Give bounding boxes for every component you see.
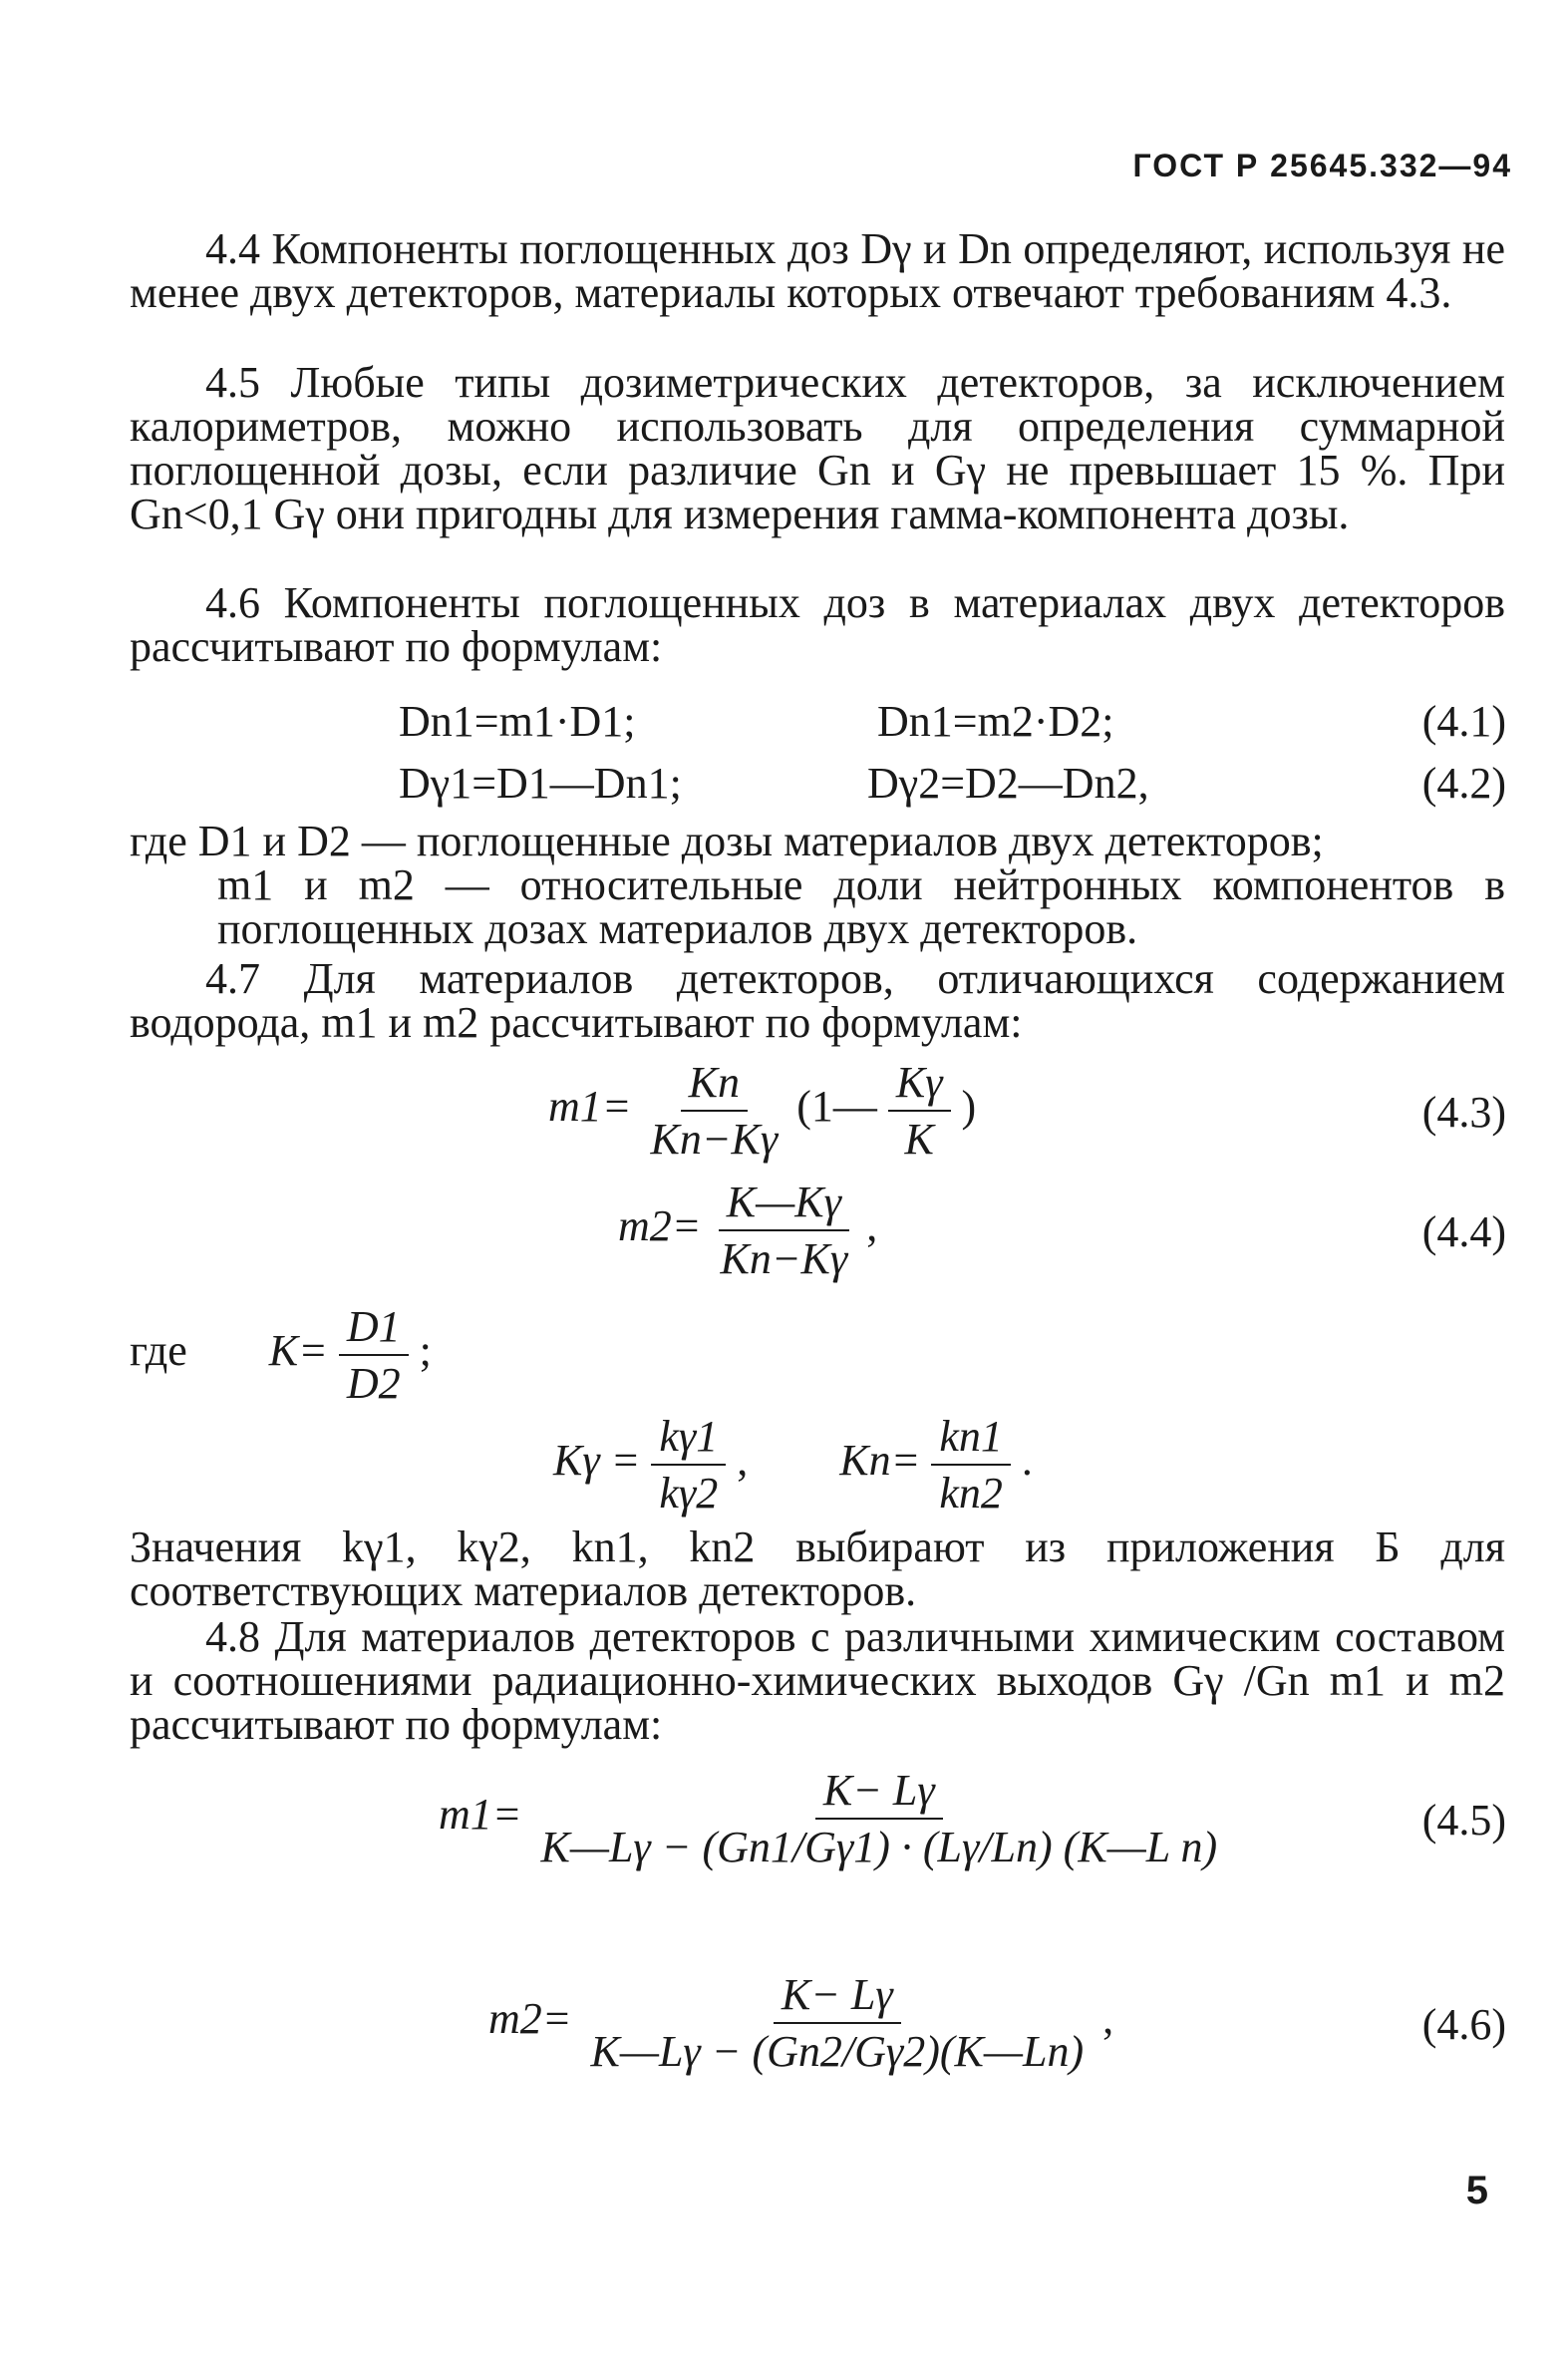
fraction-m2-full xyxy=(582,1969,1092,2077)
k-lhs: K= xyxy=(268,1326,328,1376)
values-note xyxy=(130,1522,1505,1615)
where-block-1 xyxy=(130,817,1505,953)
fraction-kn-over-diff xyxy=(642,1057,785,1165)
paragraph-4-7: 4.7 Для материалов детекторов, отличающихся содержанием водорода, m1 и m2 рассчитывают по формулам: xyxy=(130,954,1505,1047)
where-word: где xyxy=(130,1326,187,1376)
equation-4-4-lhs: m2= xyxy=(618,1201,702,1251)
page-number: 5 xyxy=(1465,2169,1488,2212)
kdefs-separator: , xyxy=(737,1436,749,1486)
equation-4-6 xyxy=(488,1969,1113,2077)
equation-number-4-2: (4.2) xyxy=(1421,759,1506,808)
equation-number-4-5: (4.5) xyxy=(1421,1796,1506,1845)
kn-lhs: Kn= xyxy=(839,1436,921,1486)
fraction-kgamma xyxy=(651,1411,726,1519)
equation-4-3 xyxy=(548,1057,976,1165)
fraction-numerator: K− Lγ xyxy=(774,1969,901,2024)
fraction-denominator: K xyxy=(904,1115,934,1164)
fraction-numerator: Kn xyxy=(681,1057,748,1112)
equation-4-3-end: ) xyxy=(961,1082,977,1132)
section-4-7 xyxy=(130,954,1505,1047)
fraction-m2 xyxy=(712,1177,855,1284)
paragraph-values: Значения kγ1, kγ2, kn1, kn2 выбирают из приложения Б для соответствующих материалов детекторов. xyxy=(130,1522,1505,1615)
paragraph-4-8: 4.8 Для материалов детекторов с различными химическим составом и соотношениями радиационно-химических выходов Gγ /Gn m1 и m2 рассчитывают по формулам: xyxy=(130,1612,1505,1749)
equation-4-4-end: , xyxy=(866,1201,878,1251)
fraction-kg-over-k xyxy=(888,1057,951,1165)
fraction-numerator: kn1 xyxy=(931,1411,1011,1466)
fraction-d1-over-d2 xyxy=(339,1301,409,1409)
k-gamma-kn-definitions xyxy=(553,1411,1033,1519)
equation-4-2-right: Dγ2=D2—Dn2, xyxy=(867,759,1149,808)
where-m1-m2: m1 и m2 — относительные доли нейтронных компонентов в поглощенных дозах материалов двух детекторов. xyxy=(217,860,1505,953)
fraction-denominator: kγ2 xyxy=(659,1469,719,1518)
equation-number-4-6: (4.6) xyxy=(1421,2000,1506,2049)
fraction-denominator: Kn−Kγ xyxy=(650,1115,779,1164)
fraction-numerator: D1 xyxy=(339,1301,409,1356)
fraction-denominator: K—Lγ − (Gn2/Gγ2)(K—Ln) xyxy=(590,2027,1085,2076)
paragraph-4-6: 4.6 Компоненты поглощенных доз в материалах двух детекторов рассчитывают по формулам: xyxy=(130,578,1505,671)
fraction-denominator: kn2 xyxy=(939,1469,1003,1518)
equation-4-3-mid: (1— xyxy=(796,1082,877,1132)
equation-4-6-end: , xyxy=(1102,1994,1114,2044)
fraction-denominator: Kn−Kγ xyxy=(720,1234,848,1283)
document-header: ГОСТ Р 25645.332—94 xyxy=(1132,148,1512,183)
equation-number-4-4: (4.4) xyxy=(1421,1207,1506,1256)
paragraph-4-4: 4.4 Компоненты поглощенных доз Dγ и Dn определяют, используя не менее двух детекторов, материалы которых отвечают требованиям 4.3. xyxy=(130,224,1506,317)
section-4-5 xyxy=(130,358,1505,538)
fraction-m1-full xyxy=(532,1765,1225,1872)
equation-4-1-left: Dn1=m1·D1; xyxy=(399,697,636,746)
equation-4-1-right: Dn1=m2·D2; xyxy=(877,697,1114,746)
equation-number-4-3: (4.3) xyxy=(1421,1088,1506,1137)
fraction-kn xyxy=(931,1411,1011,1519)
equation-4-4 xyxy=(618,1177,877,1284)
fraction-denominator: D2 xyxy=(346,1359,401,1408)
section-4-8 xyxy=(130,1612,1505,1749)
section-4-6 xyxy=(130,578,1505,671)
fraction-numerator: K—Kγ xyxy=(719,1177,849,1231)
equation-4-3-lhs: m1= xyxy=(548,1082,632,1132)
kgamma-lhs: Kγ = xyxy=(553,1436,641,1486)
fraction-numerator: Kγ xyxy=(888,1057,951,1112)
where-d1-d2: где D1 и D2 — поглощенные дозы материалов двух детекторов; xyxy=(130,817,1324,865)
fraction-numerator: kγ1 xyxy=(651,1411,726,1466)
equation-4-2-left: Dγ1=D1—Dn1; xyxy=(399,759,682,808)
fraction-denominator: K—Lγ − (Gn1/Gγ1) · (Lγ/Ln) (K—L n) xyxy=(540,1823,1218,1871)
fraction-numerator: K− Lγ xyxy=(815,1765,943,1820)
equation-4-5 xyxy=(439,1765,1225,1872)
equation-4-5-lhs: m1= xyxy=(439,1790,522,1840)
kdefs-end: . xyxy=(1021,1436,1033,1486)
k-end: ; xyxy=(419,1326,432,1376)
paragraph-4-5: 4.5 Любые типы дозиметрических детекторов, за исключением калориметров, можно использовать для определения суммарной поглощенной дозы, если различие Gn и Gγ не превышает 15 %. При Gn<0,1 Gγ они пригодны для измерения гамма-компонента дозы. xyxy=(130,358,1505,538)
equation-number-4-1: (4.1) xyxy=(1421,697,1506,746)
equation-4-6-lhs: m2= xyxy=(488,1994,572,2044)
where-k-definition xyxy=(130,1301,432,1409)
section-4-4 xyxy=(130,224,1506,317)
